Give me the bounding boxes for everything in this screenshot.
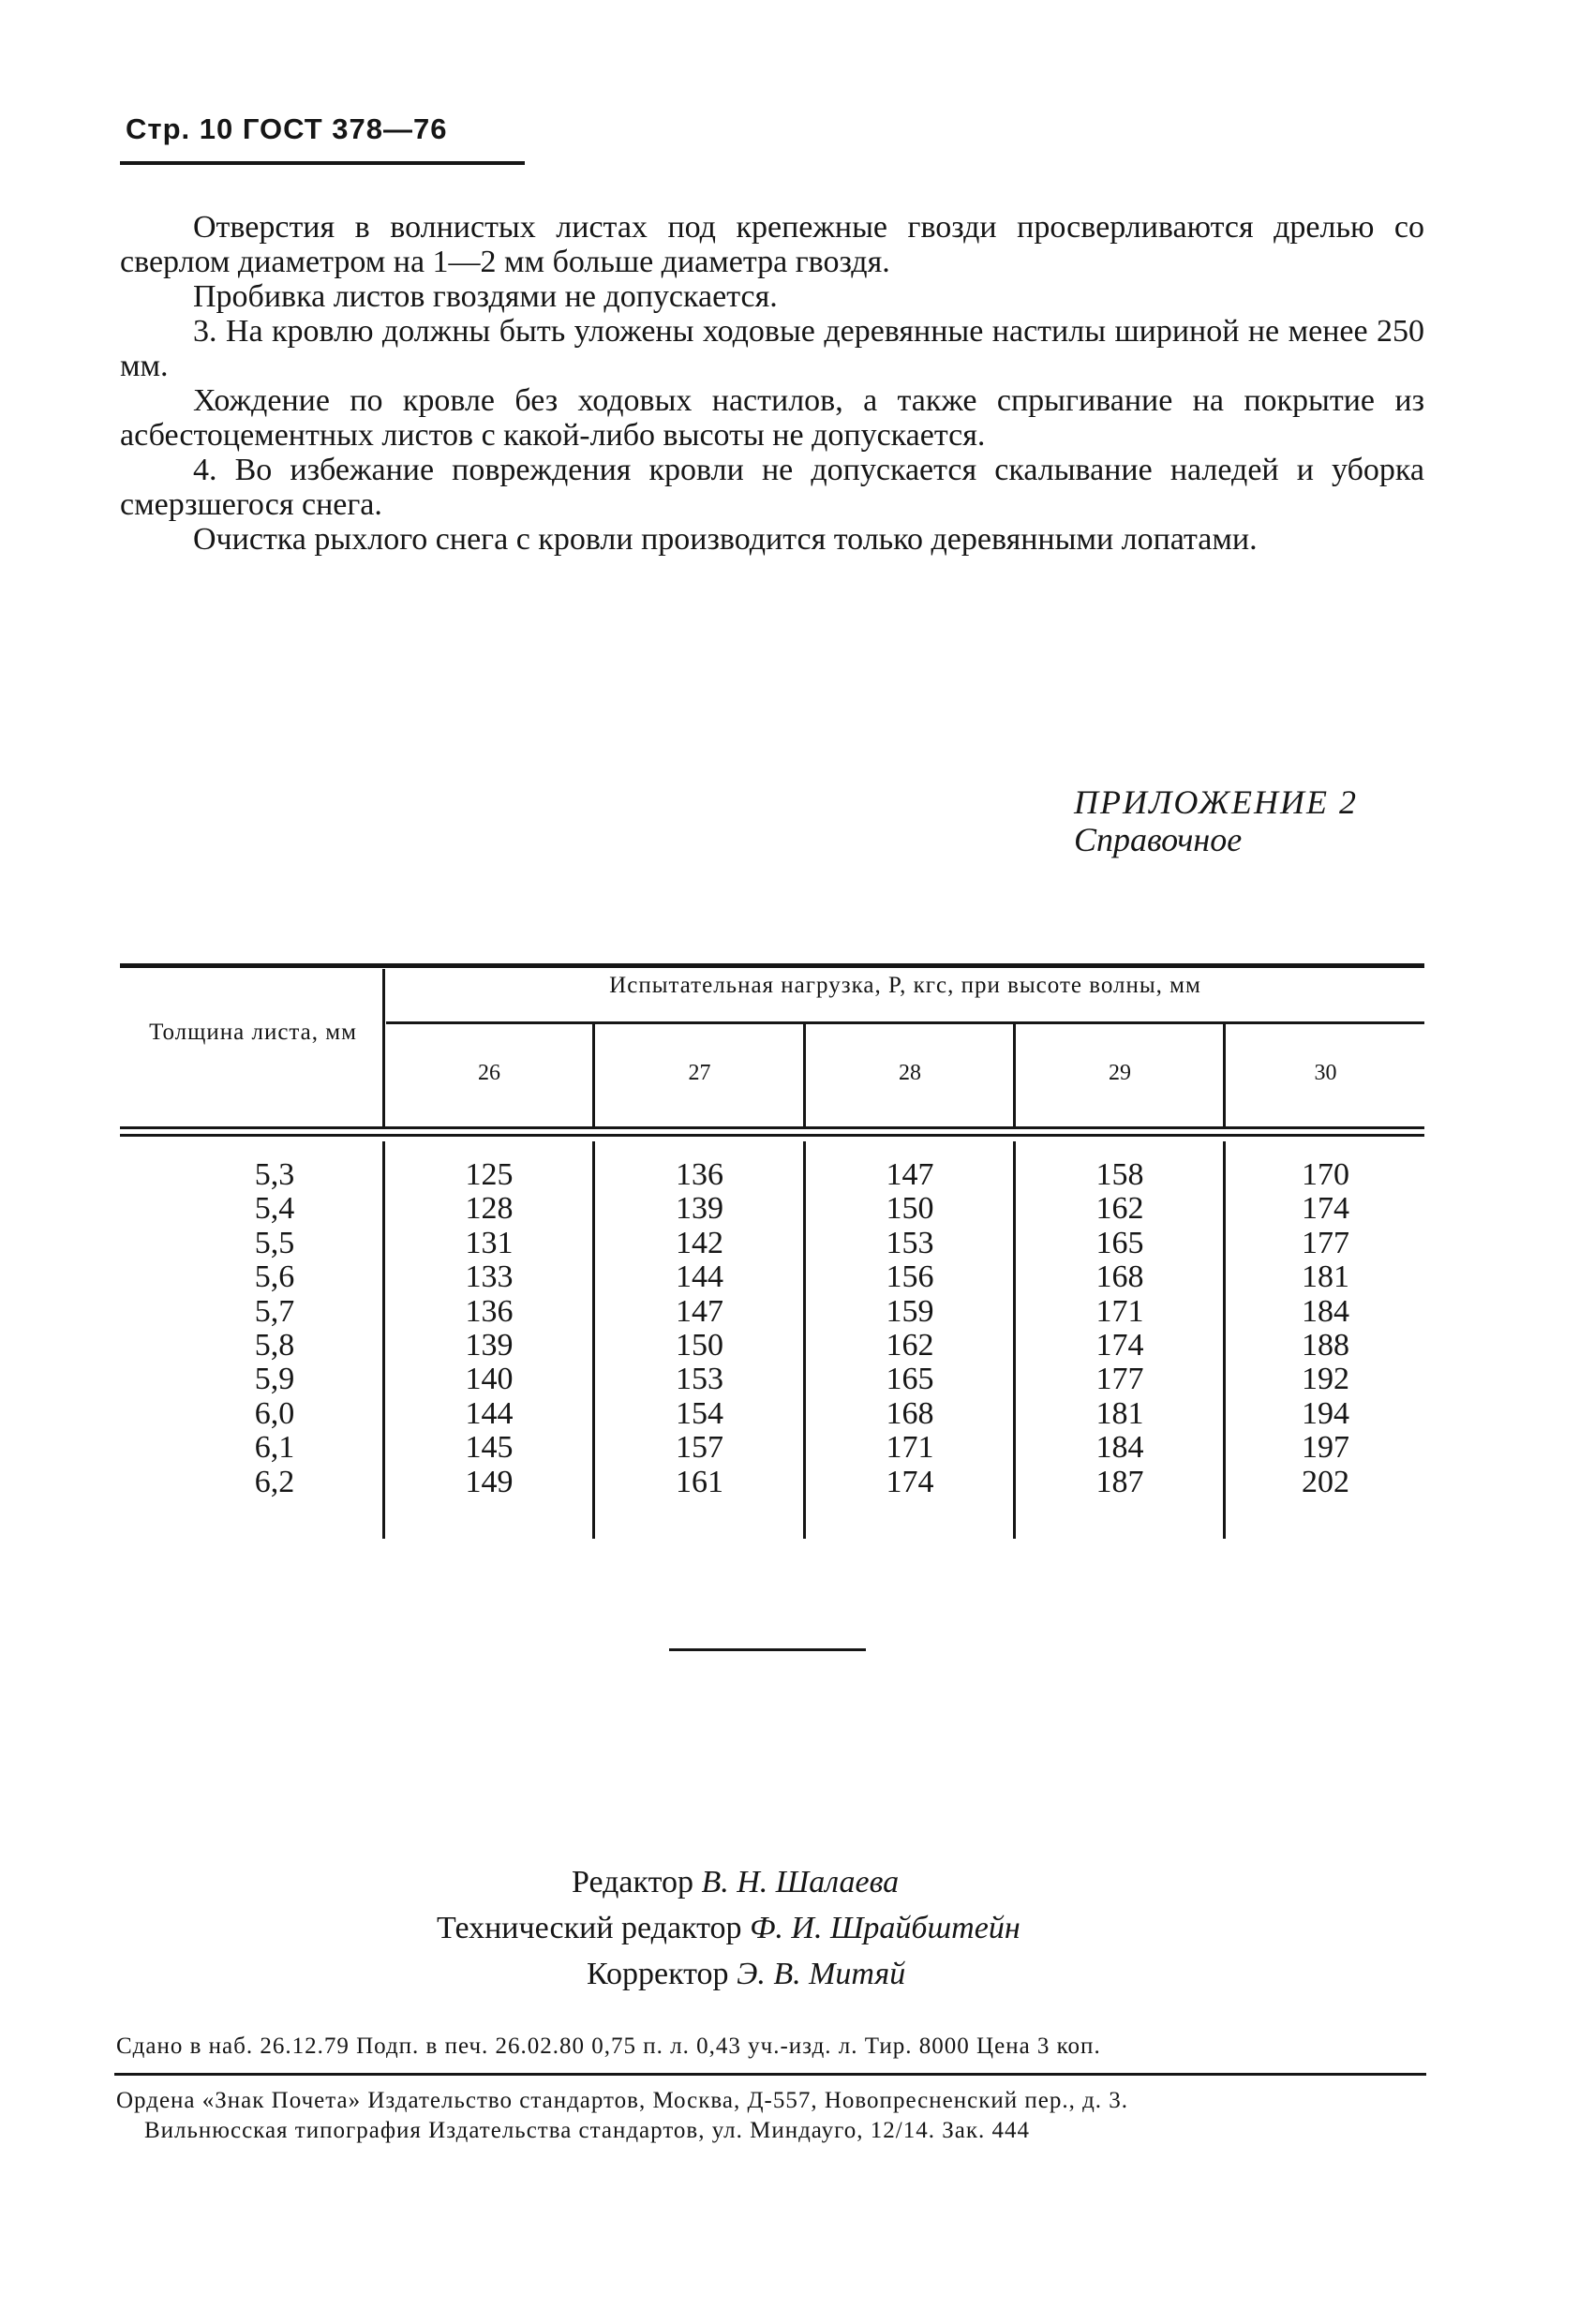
running-header: Стр. 10 ГОСТ 378—76 (126, 112, 448, 145)
corrector-name: Э. В. Митяй (737, 1957, 906, 1991)
corrector-role: Корректор (587, 1957, 729, 1991)
table-cell: 162 (1095, 1191, 1144, 1227)
table-cell: 140 (465, 1362, 514, 1397)
table-cell: 136 (676, 1157, 723, 1192)
table-cell: 174 (1095, 1327, 1144, 1363)
table-column-rule (803, 1023, 806, 1128)
wave-height-header: 28 (899, 1061, 921, 1085)
imprint-rule (114, 2073, 1426, 2076)
wave-height-header: 30 (1314, 1061, 1337, 1085)
table-cell: 133 (465, 1259, 514, 1295)
table-cell: 181 (1095, 1395, 1144, 1431)
table-cell: 168 (886, 1395, 934, 1431)
table-column-rule (1013, 1023, 1016, 1128)
table-cell: 5,8 (254, 1327, 295, 1363)
table-cell: 156 (886, 1259, 934, 1295)
appendix-label: ПРИЛОЖЕНИЕ 2 (1074, 783, 1358, 821)
table-cell: 128 (465, 1191, 514, 1227)
load-column-28 (807, 1158, 1013, 1499)
table-cell: 154 (676, 1395, 723, 1431)
table-cell: 139 (676, 1191, 723, 1227)
table-cell: 174 (1302, 1191, 1349, 1227)
table-cell: 157 (676, 1430, 723, 1466)
table-cell: 168 (1095, 1259, 1144, 1295)
load-column-30 (1227, 1158, 1424, 1499)
table-cell: 153 (676, 1362, 723, 1397)
table-column-rule (1013, 1141, 1016, 1539)
table-cell: 149 (465, 1464, 514, 1499)
table-cell: 171 (1095, 1293, 1144, 1329)
appendix-heading (1074, 783, 1358, 858)
table-cell: 184 (1302, 1293, 1349, 1329)
table-cell: 5,4 (254, 1191, 295, 1227)
table-cell: 5,9 (254, 1362, 295, 1397)
load-column-27 (596, 1158, 803, 1499)
tech-editor-role: Технический редактор (437, 1911, 742, 1945)
wave-height-header: 29 (1109, 1061, 1131, 1085)
editor-credit (572, 1859, 899, 1905)
table-column-rule (1223, 1141, 1226, 1539)
table-column-rule (592, 1141, 595, 1539)
table-cell: 177 (1095, 1362, 1144, 1397)
table-header-rule (120, 1126, 1424, 1129)
appendix-sublabel: Справочное (1074, 821, 1243, 858)
table-cell: 150 (676, 1327, 723, 1363)
table-cell: 159 (886, 1293, 934, 1329)
paragraph: Очистка рыхлого снега с кровли производится только деревянными лопатами. (193, 522, 1258, 557)
table-cell: 136 (465, 1293, 514, 1329)
table-cell: 125 (465, 1157, 514, 1192)
section-separator (669, 1648, 866, 1651)
thickness-column (195, 1158, 354, 1499)
table-cell: 5,7 (254, 1293, 295, 1329)
table-cell: 181 (1302, 1259, 1349, 1295)
table-cell: 5,3 (254, 1157, 295, 1192)
table-column-rule (382, 1141, 385, 1539)
imprint-publisher: Ордена «Знак Почета» Издательство стандартов, Москва, Д-557, Новопресненский пер., д. 3. (116, 2088, 1129, 2113)
table-cell: 162 (886, 1327, 934, 1363)
table-cell: 161 (676, 1464, 723, 1499)
table-cell: 150 (886, 1191, 934, 1227)
table-cell: 147 (886, 1157, 934, 1192)
table-cell: 145 (465, 1430, 514, 1466)
table-cell: 184 (1095, 1430, 1144, 1466)
table-cell: 6,2 (254, 1464, 295, 1499)
table-top-rule (120, 963, 1424, 968)
table-cell: 139 (465, 1327, 514, 1363)
editor-role: Редактор (572, 1865, 693, 1899)
paragraph: Пробивка листов гвоздями не допускается. (193, 279, 778, 314)
paragraph: Отверстия в волнистых листах под крепежные гвозди просверливаются дрелью со сверлом диаметром на 1—2 мм больше диаметра гвоздя. (120, 210, 1424, 279)
table-cell: 188 (1302, 1327, 1349, 1363)
body-text (120, 210, 1424, 557)
imprint-printer: Вильнюсская типография Издательства стандартов, ул. Миндауго, 12/14. Зак. 444 (144, 2118, 1030, 2143)
table-cell: 144 (465, 1395, 514, 1431)
table-subheader-rule (386, 1021, 1424, 1024)
table-cell: 177 (1302, 1225, 1349, 1260)
table-cell: 5,5 (254, 1225, 295, 1260)
table-header-rule (120, 1134, 1424, 1137)
table-cell: 6,0 (254, 1395, 295, 1431)
table-cell: 170 (1302, 1157, 1349, 1192)
table-cell: 131 (465, 1225, 514, 1260)
table-cell: 142 (676, 1225, 723, 1260)
table-cell: 5,6 (254, 1259, 295, 1295)
table-cell: 171 (886, 1430, 934, 1466)
table-cell: 6,1 (254, 1430, 295, 1466)
paragraph: 3. На кровлю должны быть уложены ходовые деревянные настилы шириной не менее 250 мм. (120, 314, 1424, 383)
tech-editor-credit (437, 1905, 1020, 1951)
load-column-26 (386, 1158, 592, 1499)
corrector-credit (587, 1951, 905, 1997)
table-cell: 153 (886, 1225, 934, 1260)
table-cell: 165 (886, 1362, 934, 1397)
thickness-header: Толщина листа, мм (149, 1020, 357, 1045)
table-cell: 197 (1302, 1430, 1349, 1466)
wave-height-header: 26 (478, 1061, 500, 1085)
table-cell: 187 (1095, 1464, 1144, 1499)
table-cell: 202 (1302, 1464, 1349, 1499)
table-cell: 144 (676, 1259, 723, 1295)
editor-name: В. Н. Шалаева (701, 1865, 900, 1899)
table-cell: 174 (886, 1464, 934, 1499)
table-column-rule (592, 1023, 595, 1128)
load-column-29 (1017, 1158, 1223, 1499)
wave-height-header: 27 (688, 1061, 711, 1085)
load-header: Испытательная нагрузка, P, кгс, при высоте волны, мм (609, 973, 1201, 998)
table-cell: 194 (1302, 1395, 1349, 1431)
load-table (120, 963, 1424, 1544)
table-cell: 192 (1302, 1362, 1349, 1397)
paragraph: 4. Во избежание повреждения кровли не допускается скалывание наледей и уборка смерзшегося снега. (120, 453, 1424, 522)
table-cell: 158 (1095, 1157, 1144, 1192)
tech-editor-name: Ф. И. Шрайбштейн (750, 1911, 1020, 1945)
table-column-rule (803, 1141, 806, 1539)
table-cell: 147 (676, 1293, 723, 1329)
paragraph: Хождение по кровле без ходовых настилов, а также спрыгивание на покрытие из асбестоцементных листов с какой-либо высоты не допускается. (120, 383, 1424, 453)
imprint-print-data: Сдано в наб. 26.12.79 Подп. в печ. 26.02.80 0,75 п. л. 0,43 уч.-изд. л. Тир. 8000 Цена 3 коп. (116, 2034, 1101, 2059)
header-rule (120, 161, 525, 165)
table-column-rule (1223, 1023, 1226, 1128)
table-cell: 165 (1095, 1225, 1144, 1260)
table-column-rule (382, 969, 385, 1128)
